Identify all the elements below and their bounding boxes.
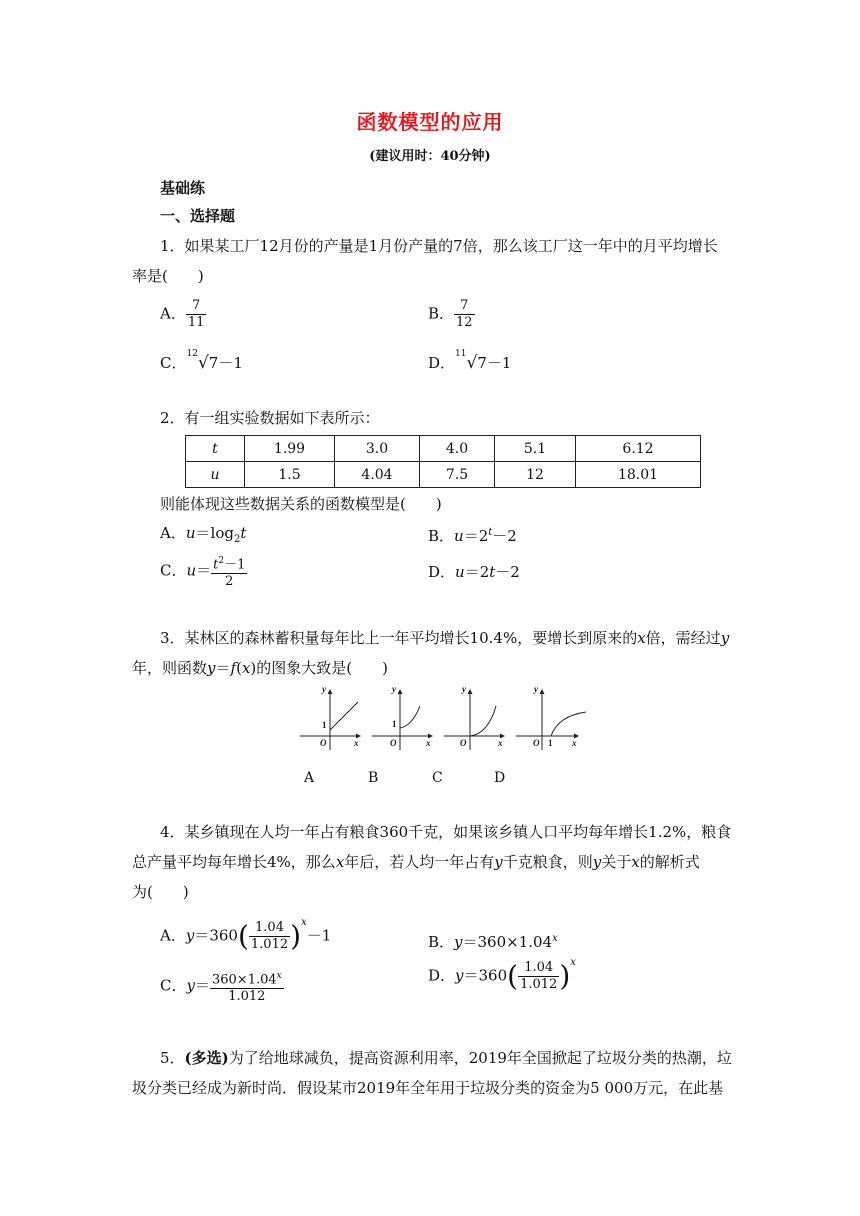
fraction <box>211 553 247 590</box>
option-label: A． <box>160 926 186 945</box>
numerator: 7 <box>186 298 207 315</box>
q1-stem-line1: 1．如果某工厂12月份的产量是1月份产量的7倍，那么该工厂这一年中的月平均增长 <box>160 237 718 255</box>
text: 关于 <box>601 853 632 871</box>
radical-expression: 7－1 <box>477 354 512 372</box>
table-cell: 1.5 <box>245 462 335 488</box>
table-row <box>186 436 701 462</box>
option-label: C． <box>160 976 187 995</box>
var: u <box>454 527 464 545</box>
graph-a <box>300 690 360 750</box>
fraction <box>454 298 475 331</box>
graph-b <box>372 690 432 750</box>
radical-sign: √ <box>466 353 478 373</box>
table-cell: 5.1 <box>495 436 576 462</box>
option-label: B． <box>428 933 455 951</box>
graph-label-b: B <box>368 770 379 786</box>
text: 总产量平均每年增长4%，那么 <box>132 853 336 871</box>
q3-stem-line1 <box>160 628 729 648</box>
superscript: x <box>276 971 282 981</box>
graph-label-d: D <box>494 770 506 786</box>
table-cell <box>186 462 245 488</box>
option-label: D． <box>428 563 456 581</box>
q2-stem-line1: 2．有一组实验数据如下表所示： <box>160 409 380 427</box>
numerator <box>210 968 284 989</box>
table-cell: 6.12 <box>576 436 701 462</box>
text: 年后，若人均一年占有 <box>344 853 495 871</box>
graph-b-y-label: y <box>392 684 396 694</box>
graph-c <box>444 690 504 750</box>
denominator: 1.012 <box>228 989 266 1005</box>
graph-a-origin: O <box>320 738 327 748</box>
expr: ＝ <box>196 561 212 580</box>
q1-option-b <box>428 298 475 331</box>
text: 千克粮食，则 <box>502 853 593 871</box>
q4-stem-line2 <box>132 852 700 872</box>
radical-expression: 7－1 <box>208 354 243 372</box>
time-suggestion: (建议用时：40分钟) <box>369 149 491 164</box>
denominator: 1.012 <box>250 937 289 952</box>
denominator: 2 <box>225 574 234 590</box>
option-label: D． <box>428 354 456 372</box>
right-paren: ) <box>290 919 302 953</box>
text: 3．某林区的森林蓄积量每年比上一年平均增长10.4%，要增长到原来的 <box>160 629 638 647</box>
superscript: x <box>552 933 558 944</box>
expr: ＝360×1.04 <box>462 933 553 951</box>
var: y <box>592 853 602 871</box>
q1-option-c <box>160 350 243 373</box>
q4-option-b <box>428 929 558 952</box>
graph-a-one: 1 <box>322 720 327 730</box>
left-paren: ( <box>507 959 519 993</box>
table-cell: 4.0 <box>420 436 495 462</box>
option-label: D． <box>428 966 456 985</box>
q5-stem-line1 <box>160 1048 732 1068</box>
cell-text: u <box>210 466 220 483</box>
table-cell: 4.04 <box>335 462 420 488</box>
expr: 360×1.04 <box>211 972 277 988</box>
table-cell: 12 <box>495 462 576 488</box>
table-cell: 1.99 <box>245 436 335 462</box>
option-label: A． <box>160 524 186 542</box>
superscript: x <box>301 916 307 928</box>
var: y <box>454 933 463 951</box>
graph-c-origin: O <box>460 738 467 748</box>
q5-stem-line2: 圾分类已经成为新时尚．假设某市2019年全年用于垃圾分类的资金为5 000万元，在此基 <box>132 1079 724 1097</box>
var: x <box>335 853 345 871</box>
expr: ＝360 <box>463 966 508 985</box>
text: 年，则函数 <box>132 659 208 677</box>
numerator: 1.04 <box>249 920 290 937</box>
fraction <box>518 960 559 993</box>
subsection-heading: 一、选择题 <box>160 207 236 225</box>
table-cell: 7.5 <box>420 462 495 488</box>
var: t <box>489 563 496 581</box>
expr: －1 <box>224 557 246 573</box>
table-cell <box>186 436 245 462</box>
numerator <box>211 553 247 574</box>
var: y <box>455 966 464 985</box>
table-row <box>186 462 701 488</box>
text: 5． <box>160 1049 185 1067</box>
graph-c-y-label: y <box>462 684 466 694</box>
var: t <box>240 524 247 542</box>
table-cell: 18.01 <box>576 462 701 488</box>
graph-d-one: 1 <box>548 738 553 748</box>
q1-stem-line2: 率是( ) <box>132 267 204 285</box>
var: y <box>494 853 503 871</box>
right-paren: ) <box>559 959 571 993</box>
q2-option-d <box>428 562 520 582</box>
graph-c-x-label: x <box>498 738 503 748</box>
numerator: 1.04 <box>518 960 559 977</box>
expr: ＝2 <box>463 527 489 545</box>
graph-b-origin: O <box>390 738 397 748</box>
q2-option-a <box>160 523 246 550</box>
var: y <box>186 976 195 995</box>
denominator: 1.012 <box>520 977 558 992</box>
var: t <box>213 557 219 573</box>
fraction <box>210 968 284 1005</box>
cell-text: t <box>212 440 218 457</box>
var: u <box>455 563 465 581</box>
root-index: 12 <box>186 349 198 359</box>
expr: －2 <box>492 527 517 545</box>
text: )的图象大致是( ) <box>250 659 388 677</box>
graph-a-x-label: x <box>354 738 359 748</box>
var: x <box>241 659 251 677</box>
option-label: B． <box>428 304 455 323</box>
superscript: x <box>570 956 576 968</box>
q2-stem-line2: 则能体现这些数据关系的函数模型是( ) <box>160 495 442 513</box>
q1-option-d <box>428 350 511 373</box>
text: 的解析式 <box>639 853 700 871</box>
left-paren: ( <box>237 919 249 953</box>
graph-label-c: C <box>432 770 443 786</box>
expr: ＝ <box>194 976 210 995</box>
var: f <box>230 659 237 677</box>
radical-sign: √ <box>197 353 209 373</box>
graph-d-y-label: y <box>534 684 538 694</box>
graph-label-a: A <box>304 770 315 786</box>
section-heading: 基础练 <box>160 179 206 197</box>
fraction <box>186 298 207 331</box>
superscript: 2 <box>218 556 225 566</box>
subscript: 2 <box>233 534 241 545</box>
q4-option-c <box>160 968 284 1005</box>
var: x <box>631 853 640 871</box>
q3-stem-line2 <box>132 658 388 678</box>
q2-option-b <box>428 523 517 546</box>
q4-stem-line3: 为( ) <box>132 883 189 901</box>
text: 为了给地球减负，提高资源利用率，2019年全国掀起了垃圾分类的热潮，垃 <box>228 1049 732 1067</box>
var: u <box>186 561 197 580</box>
var: x <box>637 629 646 647</box>
function-graphs <box>296 684 596 754</box>
denominator: 11 <box>187 315 205 330</box>
table-cell: 3.0 <box>335 436 420 462</box>
numerator: 7 <box>454 298 475 315</box>
multi-select-tag: (多选) <box>184 1049 229 1067</box>
q1-option-a <box>160 298 206 331</box>
var: y <box>720 629 730 647</box>
option-label: C． <box>160 561 187 580</box>
expr: ＝2 <box>464 563 490 581</box>
text: ＝ <box>215 659 231 677</box>
q2-option-c <box>160 553 247 590</box>
graph-b-one: 1 <box>392 719 397 729</box>
denominator: 12 <box>456 315 473 330</box>
var: y <box>185 926 195 945</box>
fraction <box>249 920 290 953</box>
text: ( <box>236 659 242 677</box>
expr: －2 <box>495 563 520 581</box>
root-index: 11 <box>455 349 467 359</box>
graph-b-x-label: x <box>426 738 431 748</box>
expr: －1 <box>306 926 332 945</box>
var: y <box>207 659 216 677</box>
graph-a-y-label: y <box>322 684 326 694</box>
expr: ＝360 <box>194 926 238 945</box>
expr: ＝log <box>195 524 234 542</box>
q4-option-a <box>160 916 332 953</box>
page-title: 函数模型的应用 <box>356 110 504 134</box>
superscript: t <box>488 527 493 538</box>
var: u <box>185 524 196 542</box>
text: 倍，需经过 <box>645 629 721 647</box>
option-label: A． <box>160 304 186 323</box>
data-table <box>185 435 701 488</box>
q4-option-d <box>428 956 576 993</box>
graph-d-origin: O <box>533 738 540 748</box>
option-label: B． <box>428 527 455 545</box>
option-label: C． <box>160 354 187 372</box>
graph-d-x-label: x <box>572 738 577 748</box>
q4-stem-line1: 4．某乡镇现在人均一年占有粮食360千克，如果该乡镇人口平均每年增长1.2%，粮食 <box>160 823 732 841</box>
